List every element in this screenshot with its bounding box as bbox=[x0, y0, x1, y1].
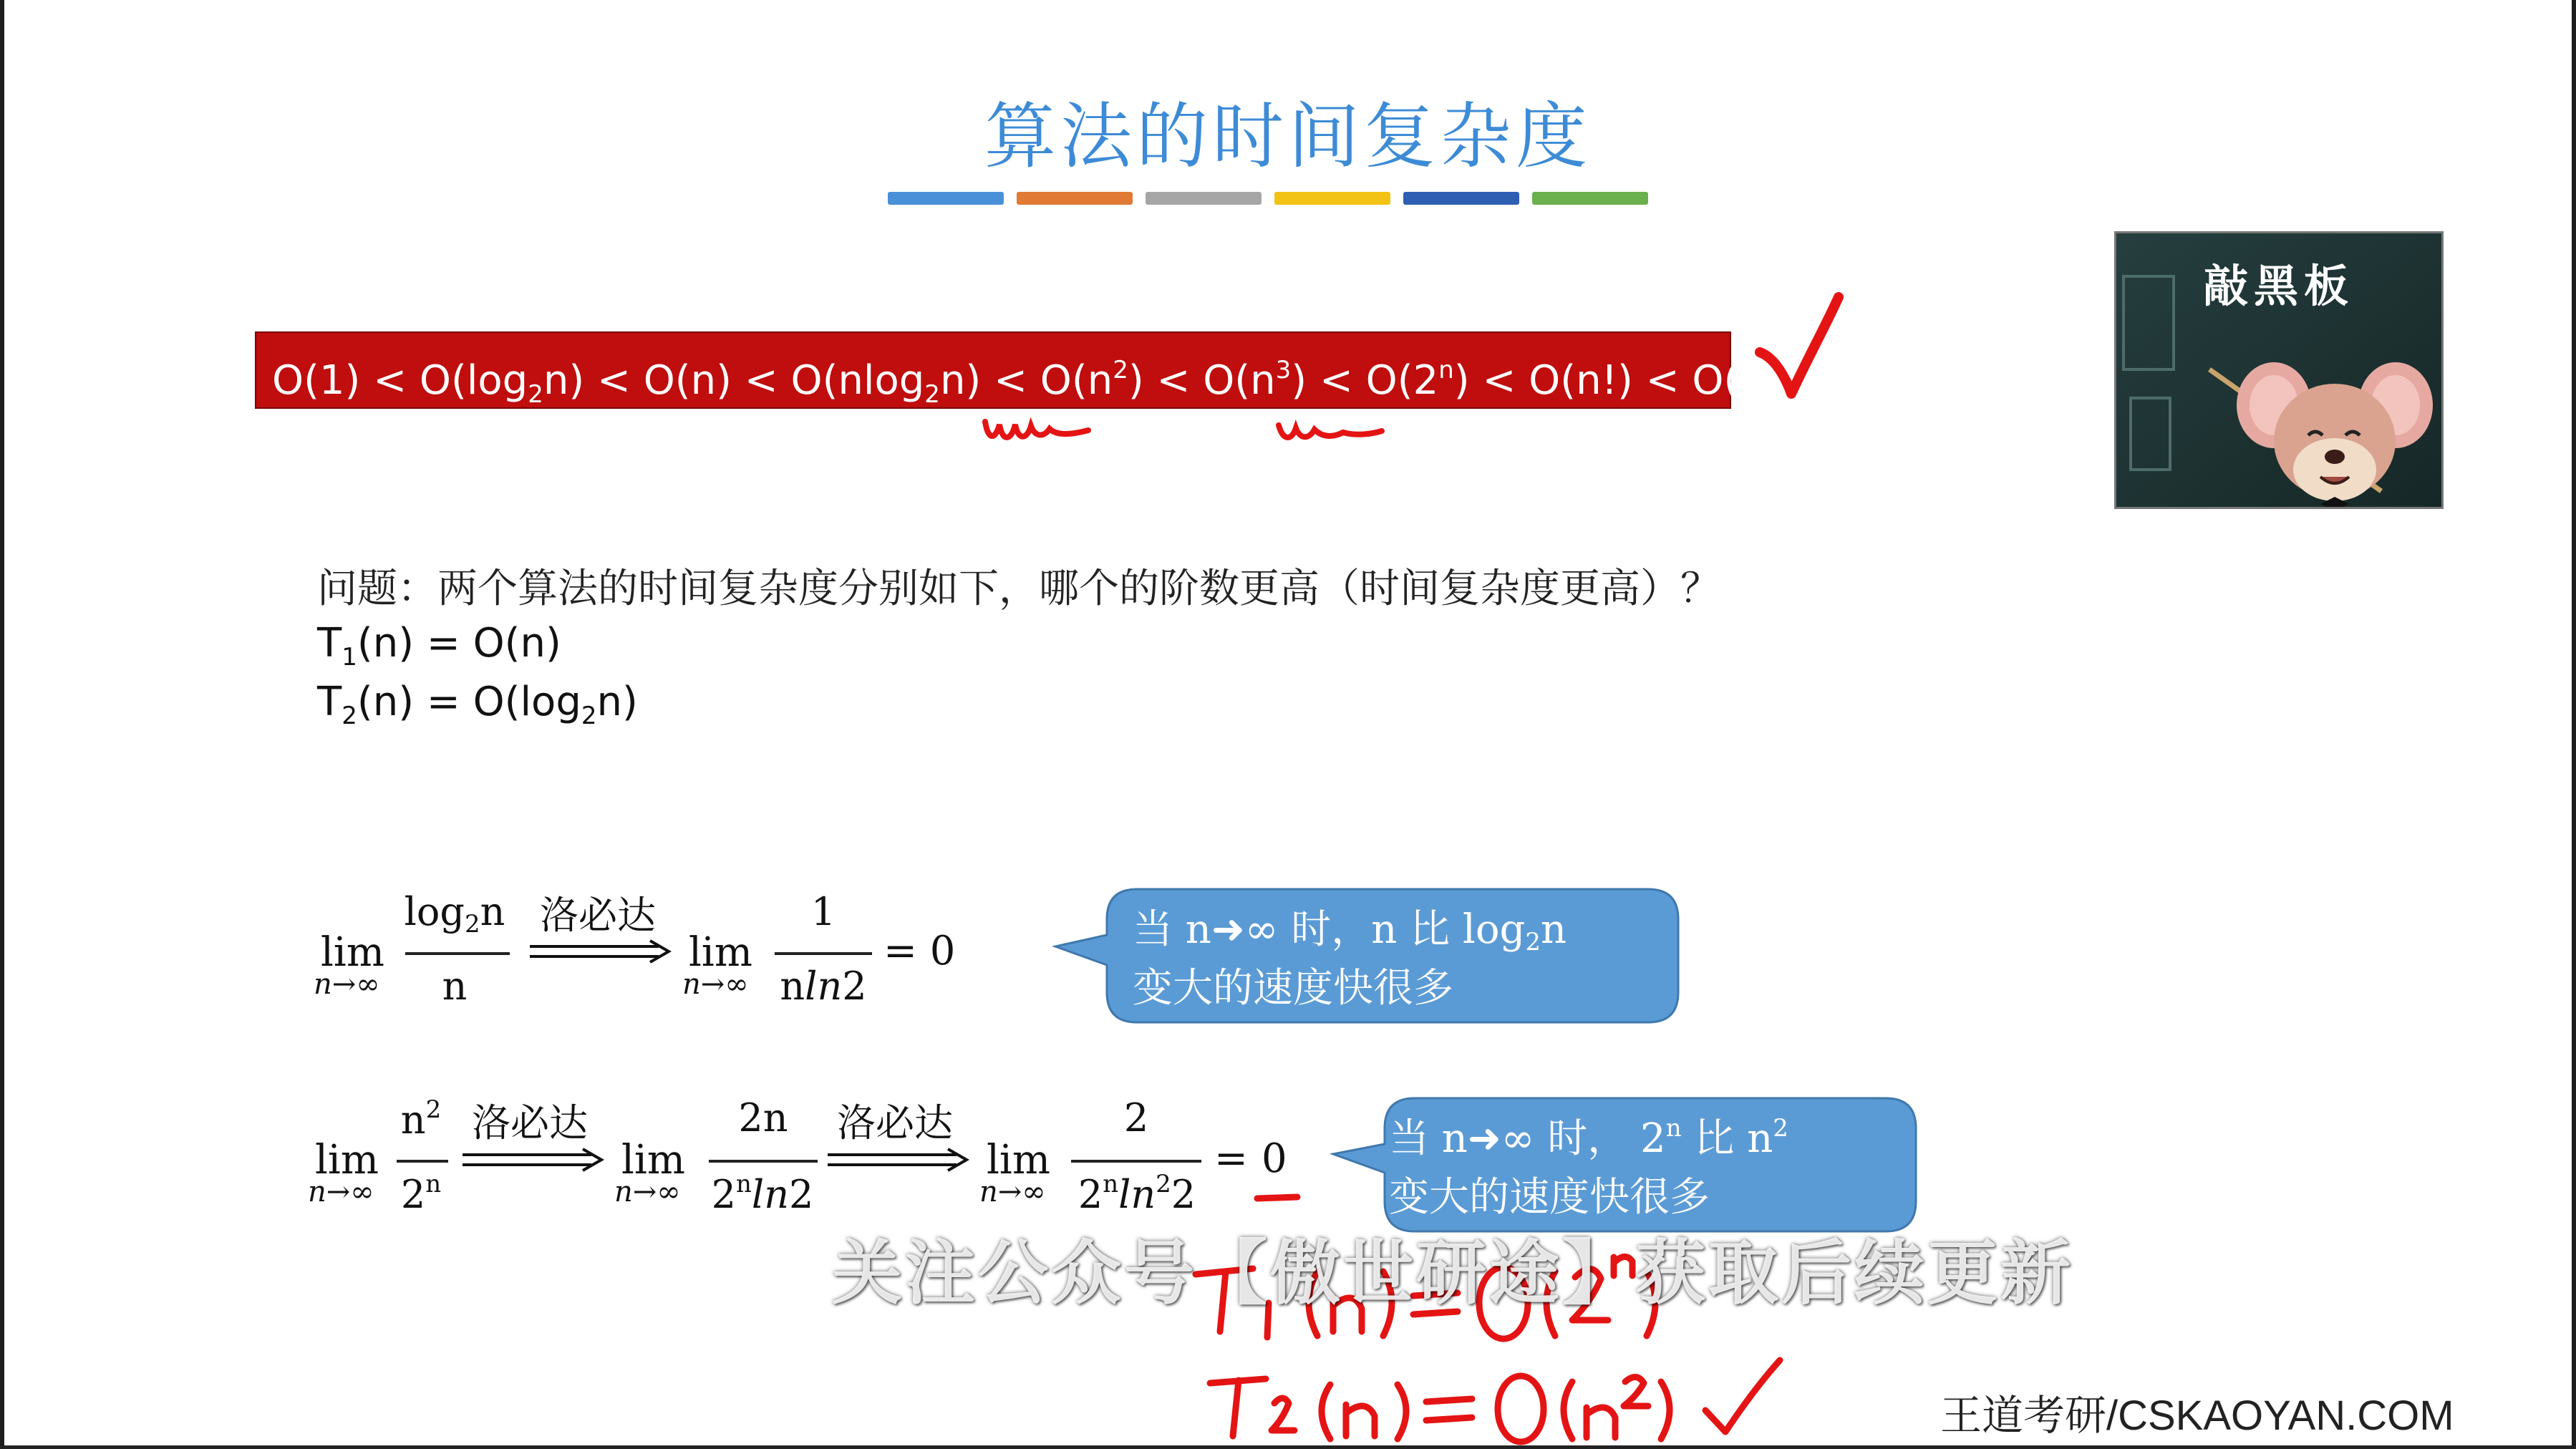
fraction-bar bbox=[709, 1160, 818, 1163]
fraction-bar bbox=[1071, 1160, 1201, 1163]
equation-t1: $T_1(n) = O(n)$ bbox=[317, 620, 561, 672]
fraction-denominator: nln2 bbox=[780, 964, 867, 1009]
lim-symbol: lim bbox=[689, 929, 752, 976]
callout-line: 当 n➜∞ 时， 2$^n$ 比 $n^2$ bbox=[1389, 1114, 1788, 1162]
arrow-label: 洛必达 bbox=[472, 1100, 588, 1145]
color-bar-segment bbox=[1532, 192, 1648, 205]
double-arrow-icon bbox=[463, 1148, 606, 1173]
lim-subscript: n→∞ bbox=[682, 968, 749, 1001]
thumbnail-caption: 敲黑板 bbox=[2203, 260, 2354, 312]
lim-symbol: lim bbox=[621, 1137, 685, 1183]
handwritten-underline bbox=[1274, 417, 1389, 445]
fraction-bar bbox=[397, 1160, 448, 1163]
color-bar-segment bbox=[1146, 192, 1262, 205]
handwritten-underline bbox=[981, 412, 1095, 447]
double-arrow-icon bbox=[530, 939, 673, 965]
color-bar-segment bbox=[1017, 192, 1133, 205]
slide-title: 算法的时间复杂度 bbox=[984, 94, 1592, 178]
lim-subscript: n→∞ bbox=[979, 1176, 1046, 1208]
frame-edge bbox=[2572, 0, 2576, 1449]
callout-line: 变大的速度快很多 bbox=[1133, 965, 1453, 1012]
complexity-order-box: $O(1) < O(\log_2n) < O(n) < O(nlog_2n) < O(n^2) < O(n^3) < O(2^n) < O(n!) < O(n^n)$ bbox=[255, 331, 1731, 409]
check-mark-icon bbox=[1747, 286, 1847, 408]
limit-result: 0 bbox=[1262, 1135, 1287, 1182]
fraction-denominator: n bbox=[442, 964, 468, 1009]
fraction-numerator: 2 bbox=[1123, 1095, 1149, 1140]
brand-text: 王道考研/CSKAOYAN.COM bbox=[1940, 1392, 2454, 1439]
right-arrow-icon: ➜ bbox=[1211, 906, 1245, 953]
fraction-denominator: 2$^n$ bbox=[400, 1170, 442, 1217]
color-bar-segment bbox=[888, 192, 1004, 205]
frame-edge bbox=[0, 1445, 2576, 1449]
frame-edge bbox=[0, 0, 4, 1449]
lim-subscript: n→∞ bbox=[308, 1176, 374, 1208]
lim-subscript: n→∞ bbox=[614, 1176, 681, 1208]
limit-result-equals: = bbox=[1214, 1135, 1248, 1182]
lim-symbol: lim bbox=[987, 1137, 1050, 1183]
right-arrow-icon: ➜ bbox=[1467, 1115, 1501, 1162]
arrow-label: 洛必达 bbox=[540, 893, 656, 938]
limit-result: = 0 bbox=[883, 928, 956, 974]
fraction-numerator: 1 bbox=[810, 889, 836, 934]
arrow-label: 洛必达 bbox=[837, 1100, 953, 1145]
question-text: 问题：两个算法的时间复杂度分别如下，哪个的阶数更高（时间复杂度更高）？ bbox=[317, 566, 1720, 612]
equation-t2: $T_2(n) = O(\log_2n)$ bbox=[317, 679, 638, 730]
fraction-denominator: $2^n\ln^22$ bbox=[1078, 1170, 1196, 1217]
handwritten-underline bbox=[1253, 1190, 1303, 1207]
color-bar-segment bbox=[1274, 192, 1390, 205]
blackboard-thumbnail bbox=[2114, 231, 2444, 509]
callout-line: 变大的速度快很多 bbox=[1389, 1174, 1710, 1221]
lim-symbol: lim bbox=[315, 1137, 379, 1183]
fraction-denominator: 2$^n$ln2 bbox=[711, 1170, 814, 1217]
fraction-bar bbox=[405, 952, 510, 955]
fraction-numerator: log2n bbox=[404, 889, 505, 939]
lim-subscript: n→∞ bbox=[314, 968, 380, 1001]
lim-symbol: lim bbox=[321, 929, 384, 976]
subtitle-watermark: 关注公众号【傲世研途】获取后续更新 bbox=[832, 1233, 2074, 1314]
fraction-numerator: 2n bbox=[738, 1095, 788, 1140]
fraction-bar bbox=[775, 952, 872, 955]
double-arrow-icon bbox=[828, 1148, 971, 1173]
color-bar-segment bbox=[1403, 192, 1519, 205]
fraction-numerator: $n^2$ bbox=[400, 1095, 442, 1143]
callout-line: 当 n➜∞ 时，n 比 log2n bbox=[1133, 906, 1567, 956]
